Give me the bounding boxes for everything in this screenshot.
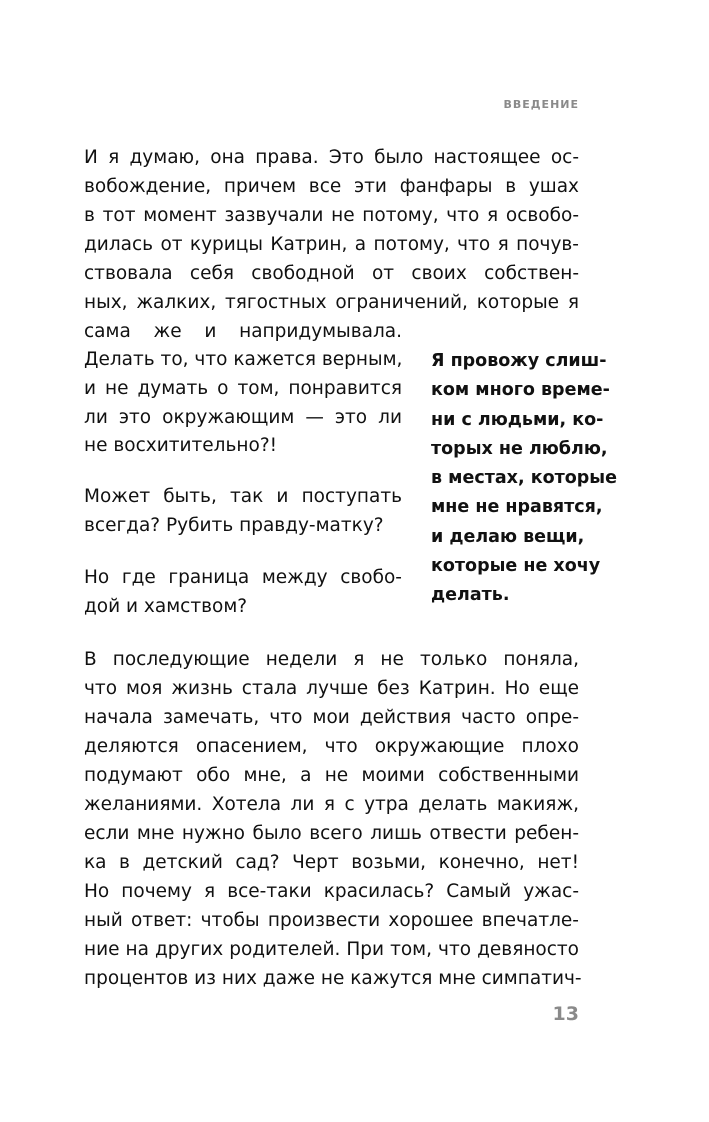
- body-line: ствовала себя свободной от своих собствен-: [84, 263, 579, 284]
- body-line: и не думать о том, понравится: [84, 378, 402, 399]
- pull-quote-line: в местах, которые: [431, 468, 617, 489]
- pull-quote-line: которые не хочу: [431, 556, 601, 577]
- pull-quote-line: ком много време-: [431, 380, 610, 401]
- pull-quote-line: и делаю вещи,: [431, 526, 585, 547]
- pull-quote-line: мне не нравятся,: [431, 497, 603, 518]
- body-line: дилась от курицы Катрин, а потому, что я почув-: [84, 234, 579, 255]
- body-line: Но где граница между свобо-: [84, 567, 402, 588]
- pull-quote-line: торых не люблю,: [431, 438, 608, 459]
- body-line: если мне нужно было всего лишь отвести ребен-: [84, 823, 579, 844]
- body-line: ние на других родителей. При том, что девяносто: [84, 939, 579, 960]
- page-number: 13: [552, 1003, 579, 1025]
- body-line: сама же и напридумывала.: [84, 321, 402, 342]
- body-line: Но почему я все-таки красилась? Самый ужас-: [84, 881, 579, 902]
- pull-quote-line: Я провожу слиш-: [431, 351, 607, 371]
- pull-quote: [431, 347, 631, 611]
- body-line: дой и хамством?: [84, 596, 248, 617]
- body-line: ный ответ: чтобы произвести хорошее впечатле-: [84, 910, 579, 931]
- body-line: Делать то, что кажется верным,: [84, 349, 403, 370]
- body-line: ных, жалких, тягостных ограничений, которые я: [84, 292, 579, 313]
- body-line: начала замечать, что мои действия часто опре-: [84, 707, 579, 728]
- body-line: желаниями. Хотела ли я с утра делать макияж,: [84, 794, 579, 815]
- body-line: В последующие недели я не только поняла,: [84, 649, 579, 670]
- body-line: ли это окружающим — это ли: [84, 407, 402, 428]
- running-head: ВВЕДЕНИЕ: [503, 98, 579, 111]
- body-line: деляются опасением, что окружающие плохо: [84, 736, 579, 757]
- body-line: всегда? Рубить правду-матку?: [84, 515, 384, 536]
- pull-quote-line: ни с людьми, ко-: [431, 409, 604, 430]
- body-line: подумают обо мне, а не моими собственными: [84, 765, 579, 786]
- body-line: процентов из них даже не кажутся мне симпатич-: [84, 968, 582, 989]
- body-line: вобождение, причем все эти фанфары в ушах: [84, 176, 579, 197]
- body-line: Может быть, так и поступать: [84, 486, 402, 507]
- body-line: не восхитительно?!: [84, 435, 278, 456]
- body-line: в тот момент зазвучали не потому, что я освобо-: [84, 205, 579, 226]
- body-line: что моя жизнь стала лучше без Катрин. Но еще: [84, 678, 579, 699]
- pull-quote-line: делать.: [431, 585, 510, 606]
- body-line: И я думаю, она права. Это было настоящее ос-: [84, 147, 579, 168]
- body-line: ка в детский сад? Черт возьми, конечно, нет!: [84, 852, 579, 873]
